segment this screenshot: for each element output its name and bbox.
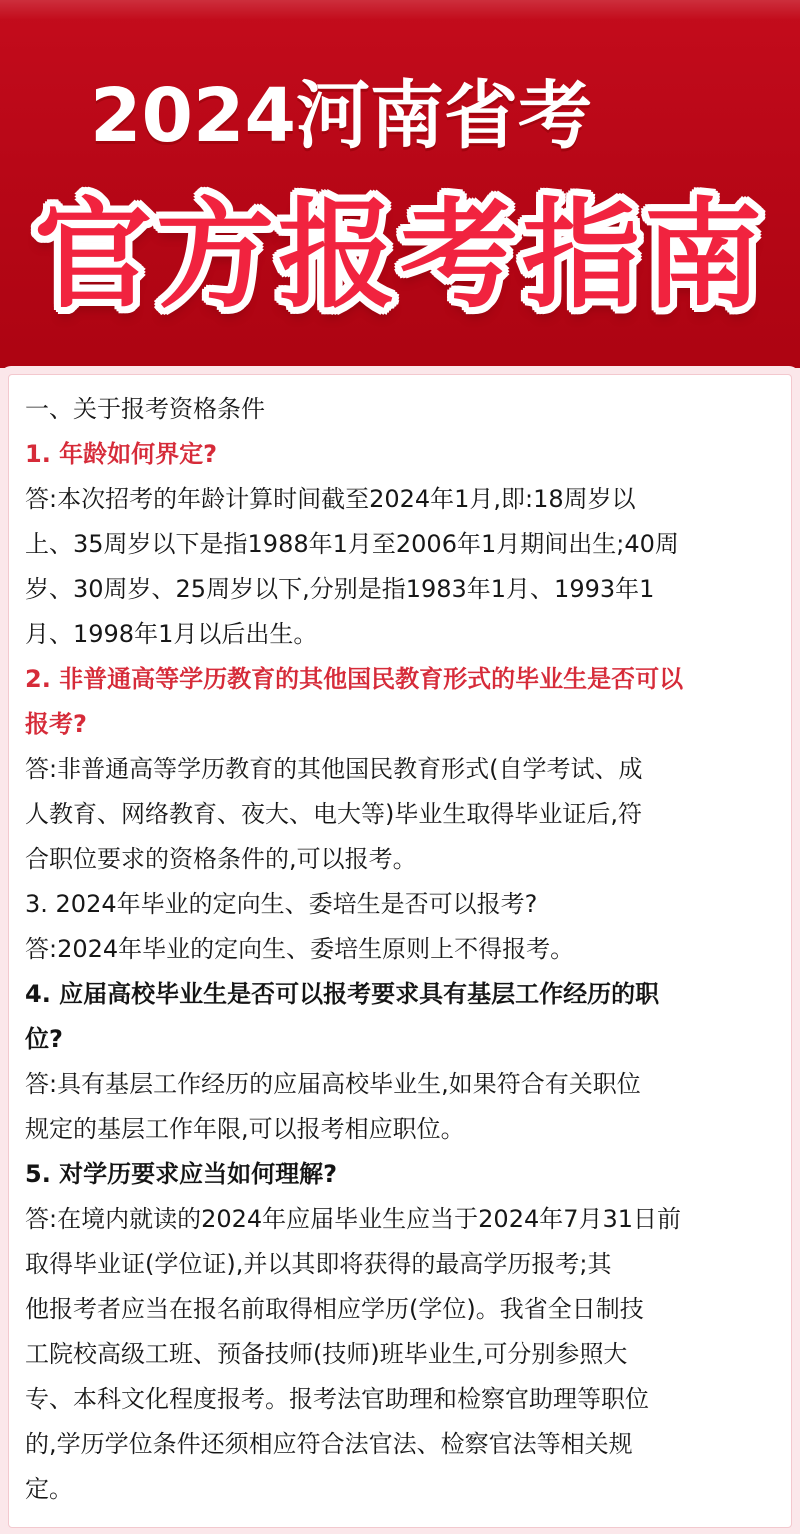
page-subtitle: 官方报考指南	[33, 186, 766, 324]
answer-4-line-2: 规定的基层工作年限,可以报考相应职位。	[25, 1115, 465, 1143]
header-banner	[0, 0, 800, 368]
question-4-line-1: 4. 应届高校毕业生是否可以报考要求具有基层工作经历的职	[25, 980, 660, 1008]
question-2-line-2: 报考?	[25, 710, 87, 738]
content-card	[8, 374, 792, 1528]
answer-2-line-2: 人教育、网络教育、夜大、电大等)毕业生取得毕业证后,符	[25, 800, 642, 828]
question-2-line-1: 2. 非普通高等学历教育的其他国民教育形式的毕业生是否可以	[25, 665, 684, 693]
answer-5-line-1: 答:在境内就读的2024年应届毕业生应当于2024年7月31日前	[25, 1205, 682, 1233]
answer-5-line-3: 他报考者应当在报名前取得相应学历(学位)。我省全日制技	[25, 1295, 644, 1323]
answer-1-line-4: 月、1998年1月以后出生。	[25, 620, 318, 648]
section-heading: 一、关于报考资格条件	[25, 395, 265, 423]
question-4-line-2: 位?	[25, 1025, 63, 1053]
answer-2-line-1: 答:非普通高等学历教育的其他国民教育形式(自学考试、成	[25, 755, 643, 783]
answer-1-line-1: 答:本次招考的年龄计算时间截至2024年1月,即:18周岁以	[25, 485, 636, 513]
answer-1-line-3: 岁、30周岁、25周岁以下,分别是指1983年1月、1993年1	[25, 575, 655, 603]
faq-content	[25, 387, 775, 1512]
answer-4-line-1: 答:具有基层工作经历的应届高校毕业生,如果符合有关职位	[25, 1070, 641, 1098]
answer-5-line-7: 定。	[25, 1475, 73, 1503]
answer-1-line-2: 上、35周岁以下是指1988年1月至2006年1月期间出生;40周	[25, 530, 679, 558]
page-title: 2024河南省考	[90, 73, 592, 159]
answer-3: 答:2024年毕业的定向生、委培生原则上不得报考。	[25, 935, 575, 963]
answer-5-line-6: 的,学历学位条件还须相应符合法官法、检察官法等相关规	[25, 1430, 633, 1458]
question-1: 1. 年龄如何界定?	[25, 440, 218, 468]
question-3: 3. 2024年毕业的定向生、委培生是否可以报考?	[25, 890, 538, 918]
answer-5-line-2: 取得毕业证(学位证),并以其即将获得的最高学历报考;其	[25, 1250, 612, 1278]
question-5: 5. 对学历要求应当如何理解?	[25, 1160, 338, 1188]
answer-5-line-5: 专、本科文化程度报考。报考法官助理和检察官助理等职位	[25, 1385, 649, 1413]
answer-5-line-4: 工院校高级工班、预备技师(技师)班毕业生,可分别参照大	[25, 1340, 628, 1368]
answer-2-line-3: 合职位要求的资格条件的,可以报考。	[25, 845, 417, 873]
